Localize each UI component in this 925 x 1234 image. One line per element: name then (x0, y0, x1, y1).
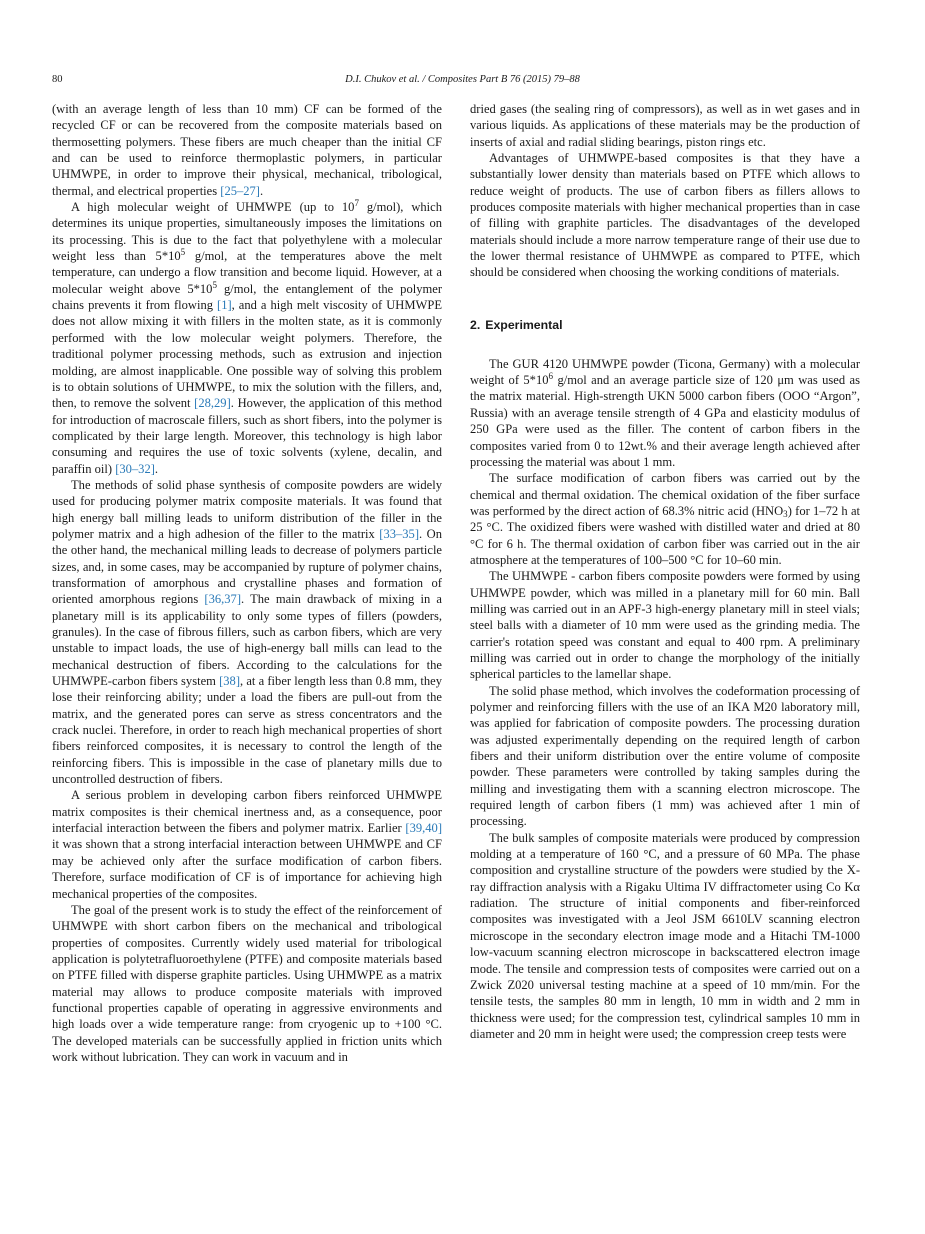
section-heading (470, 317, 860, 333)
paragraph: The solid phase method, which involves the codeformation processing of polymer and reinforcing fillers with the use of an IKA M20 laboratory mill, was applied for fabrication of composite powders. The processing duration was adjusted experimentally depending on the required length of carbon fibers and their uniform distribution over the entire volume of composite powder. These parameters were controlled by taking samples during the milling and investigating them with a scanning electron microscope. The required length of carbon fibers (1 mm) was achieved after 1 min of processing. (470, 683, 860, 829)
journal-reference: D.I. Chukov et al. / Composites Part B 76 (2015) 79–88 (345, 74, 580, 85)
section-title: Experimental (485, 317, 563, 332)
citation-link[interactable]: [25–27] (220, 183, 260, 198)
paragraph: A serious problem in developing carbon fibers reinforced UHMWPE matrix composites is their chemical inertness and, as a consequence, poor interfacial interaction between the fibers and polymer matrix. Earlier [39,40] it was shown that a strong interfacial interaction between UHMWPE and CF may be achieved only after the surface modification of carbon fibers. Therefore, surface modification of CF is of importance for achieving high mechanical properties of the composites. (52, 788, 442, 901)
citation-link[interactable]: [28,29] (194, 396, 231, 411)
running-header (52, 72, 873, 88)
right-column (470, 101, 860, 1042)
paragraph: (with an average length of less than 10 mm) CF can be formed of the recycled CF or can be recovered from the composite materials based on thermosetting polymers. These fibers are much cheaper than the initial CF and can be used to reinforce thermoplastic polymers, in particular UHMWPE, in order to improve their physical, mechanical, tribological, thermal, and electrical properties [25–27]. (52, 102, 442, 198)
paragraph: dried gases (the sealing ring of compressors), as well as in wet gases and in various liquids. As applications of these materials may be the production of inserts of axial and radial sliding bearings, piston rings etc. (470, 102, 860, 149)
paragraph: Advantages of UHMWPE-based composites is that they have a substantially lower density than materials based on PTFE which allows to reduce weight of products. The use of carbon fibers as fillers allows to produces composite materials with higher mechanical properties than in case of filling with graphite particles. The disadvantages of the developed materials should include a more narrow temperature range of their use due to the lower thermal resistance of UHMWPE as compared to PTFE, which should be considered when choosing the working conditions of materials. (470, 151, 860, 280)
citation-link[interactable]: [1] (217, 298, 232, 313)
paragraph: The bulk samples of composite materials were produced by compression molding at a temperature of 160 °C, and a pressure of 60 MPa. The phase composition and crystalline structure of the powders were studied by the X-ray diffraction analysis with a Rigaku Ultima IV diffractometer using Co Kα radiation. The structure of initial components and fiber-reinforced composites was investigated with a Jeol JSM 6610LV scanning electron microscope in the secondary electron image mode and a Hitachi TM-1000 low-vacuum scanning electron microscope in backscattered electron image mode. The tensile and compression tests of composites were carried out on a Zwick Z020 universal testing machine at a speed of 10 mm/min. For the tensile tests, the samples 80 mm in length, 10 mm in width and 2 mm in thickness were used; for the compression test, cylindrical samples 10 mm in diameter and 20 mm in height were used; the compression creep tests were (470, 830, 860, 1041)
citation-link[interactable]: [30–32] (115, 461, 155, 476)
paragraph: The methods of solid phase synthesis of composite powders are widely used for producing polymer matrix composite materials. It was found that high energy ball milling leads to uniform distribution of the filler in the polymer matrix and a high adhesion of the filler to the matrix [33–35]. On the other hand, the mechanical milling leads to decrease of polymers particle sizes, and, in some cases, may be accompanied by rupture of polymer chains, transformation of amorphous and crystalline phases and formation of oriented amorphous regions [36,37]. The main drawback of mixing in a planetary mill is its applicability to only some types of fillers (powders, granules). In the case of fibrous fillers, such as carbon fibers, which are very unstable to impact loads, the use of high-energy ball mills can lead to the mechanical destruction of fibers. According to the calculations for the UHMWPE-carbon fibers system [38], at a fiber length less than 0.8 mm, they lose their reinforcing ability; under a load the fibers are pull-out from the matrix, and the generated pores can serve as stress concentrators and the crack nuclei. Therefore, in order to reach high mechanical properties of short fibers reinforced composites, it is necessary to control the length of the reinforcing fibers. This is impossible in the case of planetary mills due to uncontrolled destruction of fibers. (52, 477, 442, 787)
citation-link[interactable]: [38] (219, 674, 241, 689)
paragraph: The GUR 4120 UHMWPE powder (Ticona, Germany) with a molecular weight of $5*10^6$ g/mol and an average particle size of 120 μm was used as the matrix material. High-strength UKN 5000 carbon fibers (OOO “Argon”, Russia) with an average tensile strength of 4 GPa and elasticity modulus of 250 GPa were used as the filler. The content of carbon fibers in the composites varied from 0 to 12wt.% and their average length achieved after processing the material was about 1 mm. (470, 356, 860, 469)
paragraph: The surface modification of carbon fibers was carried out by the chemical and thermal oxidation. The chemical oxidation of the fiber surface was performed by the direct action of 68.3% nitric acid $(HNO_3)$ for 1–72 h at 25 °C. The oxidized fibers were washed with distilled water and dried at 80 °C for 6 h. The thermal oxidation of carbon fiber was carried out in the air atmosphere at the temperatures of 100–500 °C for 10–60 min. (470, 471, 861, 567)
citation-link[interactable]: [36,37] (204, 592, 241, 607)
paragraph: The UHMWPE - carbon fibers composite powders were formed by using UHMWPE powder, which was milled in a planetary mill for 60 min. Ball milling was carried out in an APF-3 high-energy planetary mill in steel vials; steel balls with a diameter of 10 mm were used as the grinding media. The carrier's rotation speed was constant and equal to 400 rpm. A preliminary milling was carried out in order to change the morphology of the initially spherical particles to the lamellar shape. (470, 569, 860, 682)
section-number: 2. (470, 317, 481, 332)
left-column (52, 101, 442, 1065)
paragraph: A high molecular weight of UHMWPE (up to $10^7$ g/mol), which determines its unique properties, simultaneously imposes the limitations on its processing. This is due to the fact that polyethylene with a molecular weight less than $5*10^5$ g/mol, at the temperatures above the melt temperature, can undergo a flow transition and become liquid. However, at a molecular weight above $5*10^5$ g/mol, the entanglement of the polymer chains prevents it from flowing [1], and a high melt viscosity of UHMWPE does not allow mixing it with fillers in the molten state, as it is commonly performed with the low molecular weight polymers. Therefore, the traditional polymer processing methods, such as extrusion and injection molding, are almost inapplicable. One possible way of solving this problem is to obtain solutions of UHMWPE, to mix the solution with the fillers, and, then, to remove the solvent [28,29]. However, the application of this method for introduction of macroscale fillers, such as short fibers, into the polymer is complicated by their large length. Moreover, this technology is high labor consuming and requires the use of toxic solvents (xylene, decalin, and paraffin oil) [30–32]. (52, 198, 443, 476)
paragraph: The goal of the present work is to study the effect of the reinforcement of UHMWPE with short carbon fibers on the mechanical and tribological properties of composites. Currently widely used material for tribological application is polytetrafluoroethylene (PTFE) and composite materials based on PTFE filled with disperse graphite particles. Using UHMWPE as a matrix material may allows to produce composite materials with improved functional properties capable of operating in aggressive environments and high loads over a wide temperature range: from cryogenic up to +100 °C. The developed materials can be successfully applied in friction units which work without lubrication. They can work in vacuum and in (52, 902, 442, 1064)
citation-link[interactable]: [39,40] (405, 821, 442, 836)
citation-link[interactable]: [33–35] (379, 526, 420, 541)
page-number: 80 (52, 74, 63, 85)
